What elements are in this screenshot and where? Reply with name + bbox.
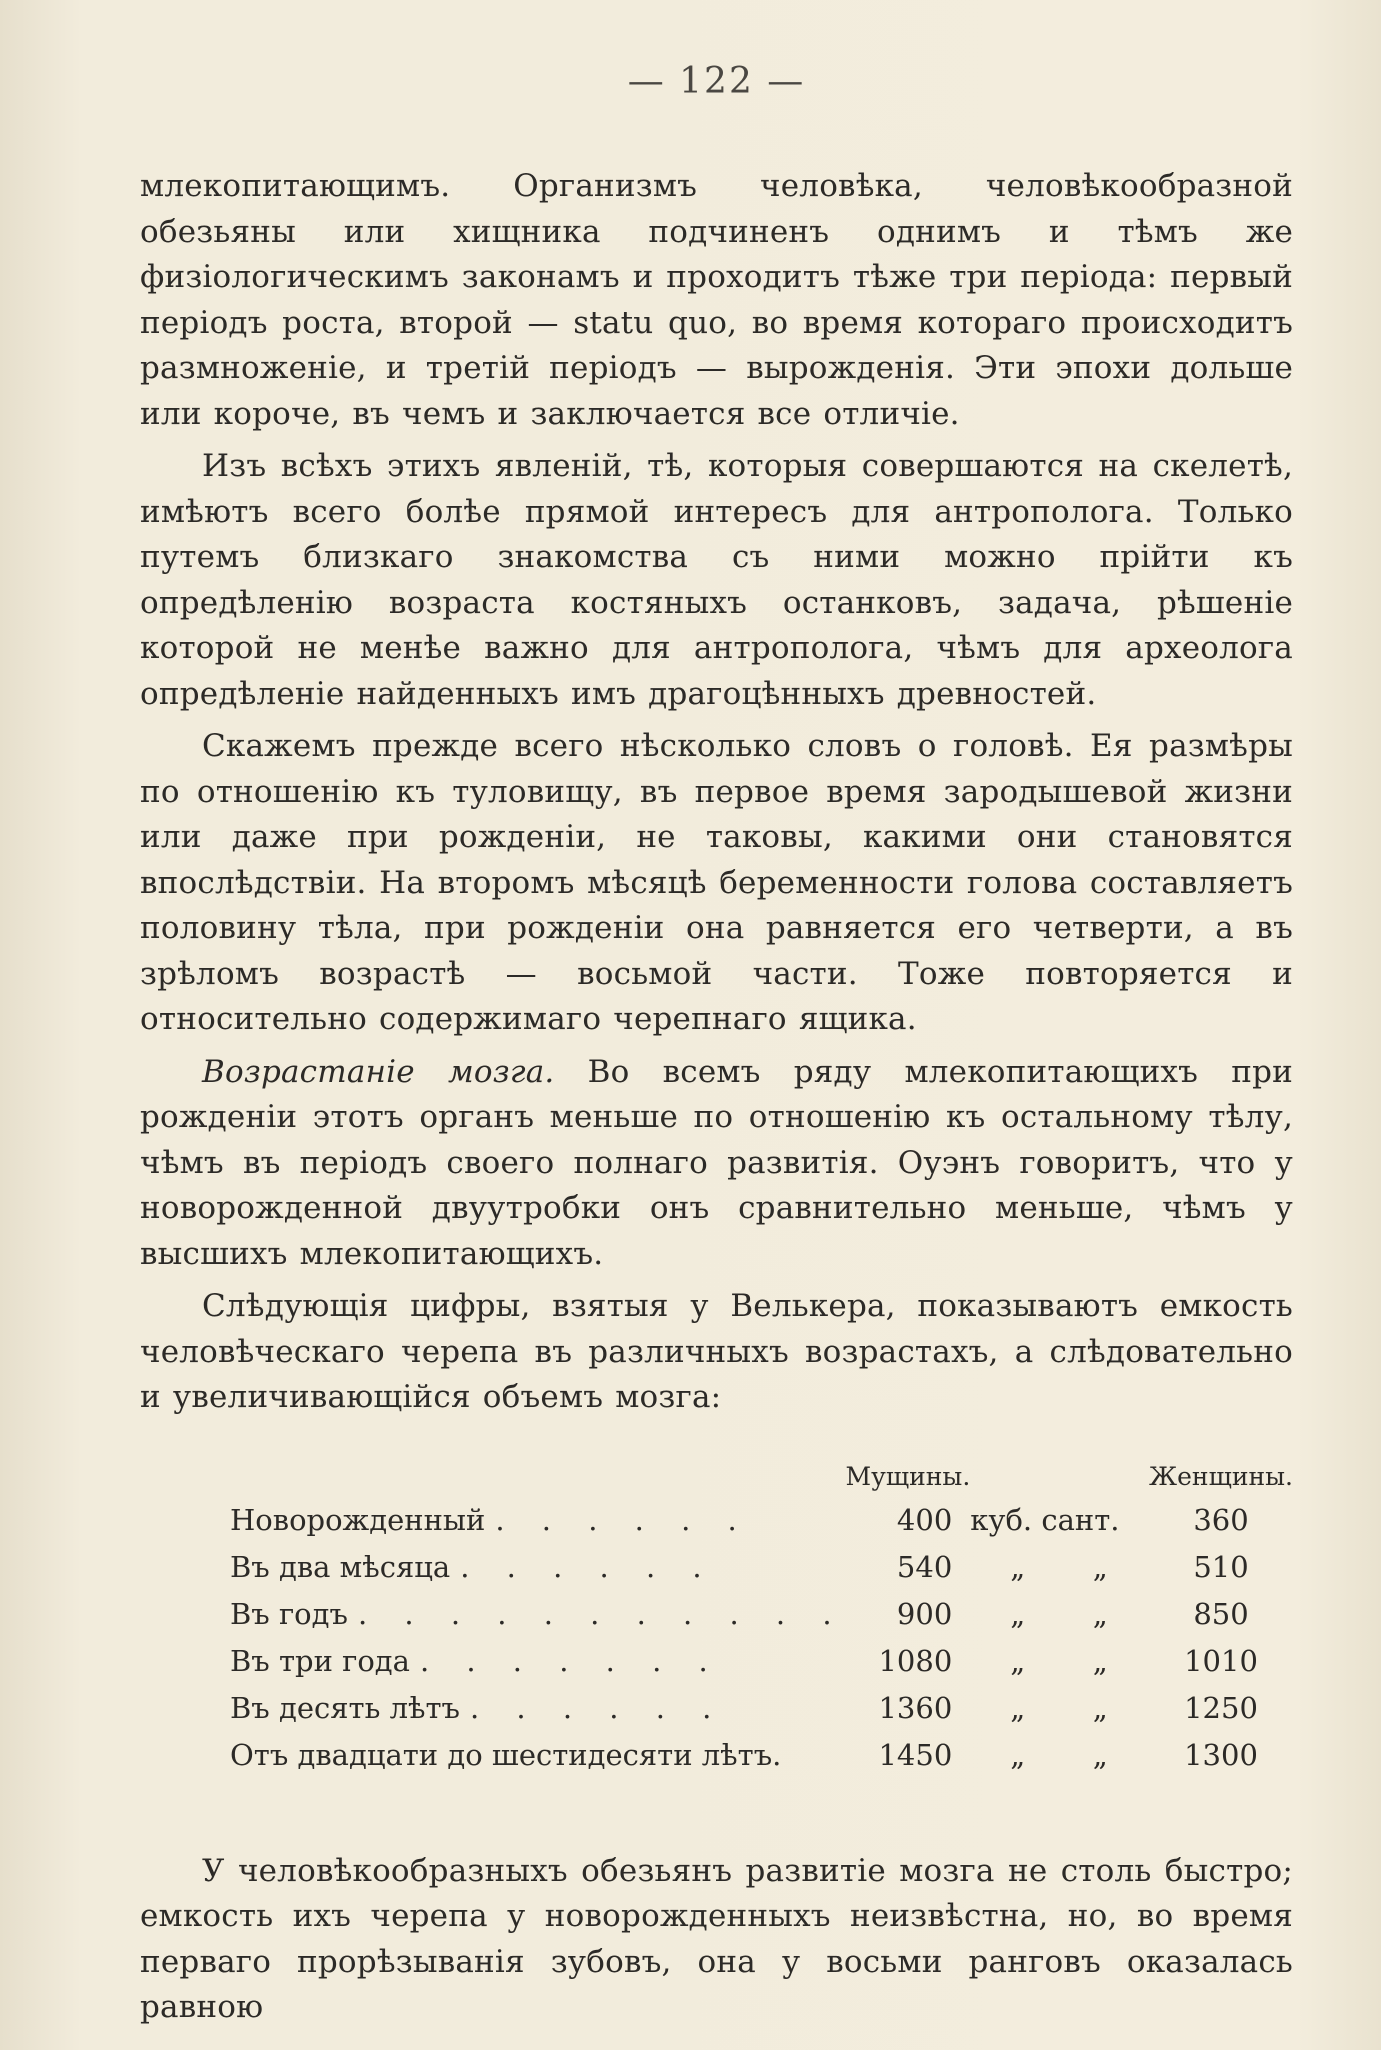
ditto-mark: „ bbox=[1010, 1737, 1026, 1772]
paragraph-4-text: Во всемъ ряду млекопитающихъ при рожденiи этотъ органъ меньше по отношенiю къ остальному тѣлу, чѣмъ въ перiодъ своего полнаго развитiя. Оуэнъ говоритъ, что у новорожденной двуутробки онъ сравнительно меньше, чѣмъ у высшихъ млекопитающихъ. bbox=[140, 1053, 1293, 1272]
table-row bbox=[230, 1497, 1293, 1544]
skull-capacity-table bbox=[230, 1457, 1293, 1779]
ditto-mark: „ bbox=[1010, 1643, 1026, 1678]
ditto-mark: „ bbox=[1010, 1690, 1026, 1725]
ditto-mark: „ bbox=[1092, 1737, 1108, 1772]
ditto-mark: „ bbox=[1010, 1549, 1026, 1584]
page-number: — 122 — bbox=[627, 61, 806, 102]
paragraph-1: млекопитающимъ. Организмъ человѣка, человѣкообразной обезьяны или хищника подчиненъ однимъ и тѣмъ же физiологическимъ законамъ и проходитъ тѣже три перiода: первый перiодъ роста, второй — statu quo, во время котораго происходитъ размноженiе, и третiй перiодъ — вырожденiя. Эти эпохи дольше или короче, въ чемъ и заключается все отличiе. bbox=[140, 168, 1293, 432]
ditto-mark: „ bbox=[1092, 1596, 1108, 1631]
table-row bbox=[230, 1685, 1293, 1732]
body-text-after-table bbox=[140, 1849, 1293, 2031]
table-header-row bbox=[230, 1457, 1293, 1497]
row-men-value: 1360 bbox=[878, 1690, 953, 1725]
row-men-value: 900 bbox=[896, 1596, 953, 1631]
row-men-value: 540 bbox=[896, 1549, 953, 1584]
row-women-value: 850 bbox=[1193, 1596, 1249, 1631]
row-men-value: 400 bbox=[896, 1502, 953, 1537]
row-label: Отъ двадцати до шестидесяти лѣтъ. bbox=[230, 1737, 782, 1772]
row-men-value: 1080 bbox=[878, 1643, 953, 1678]
row-label: Въ три года bbox=[230, 1643, 410, 1678]
row-leader-dots: . . . . . . . . . . . bbox=[357, 1596, 846, 1631]
paragraph-4 bbox=[140, 1050, 1293, 1278]
paragraph-2: Изъ всѣхъ этихъ явленiй, тѣ, которыя совершаются на скелетѣ, имѣютъ всего болѣе прямой интересъ для антрополога. Только путемъ близкаго знакомства съ ними можно прiйти къ опредѣленiю возраста костяныхъ останковъ, задача, рѣшенiе которой не менѣе важно для антрополога, чѣмъ для археолога опредѣленiе найденныхъ имъ драгоцѣнныхъ древностей. bbox=[140, 448, 1293, 712]
row-label: Въ два мѣсяца bbox=[230, 1549, 451, 1584]
ditto-mark: „ bbox=[1092, 1690, 1108, 1725]
table-row bbox=[230, 1544, 1293, 1591]
header-men: Мущины. bbox=[845, 1461, 971, 1491]
ditto-mark: „ bbox=[1010, 1596, 1026, 1631]
row-women-value: 510 bbox=[1193, 1549, 1249, 1584]
row-women-value: 1010 bbox=[1184, 1643, 1258, 1678]
row-leader-dots: . . . . . . . bbox=[419, 1643, 722, 1678]
table-row bbox=[230, 1638, 1293, 1685]
skull-capacity-table-wrap bbox=[140, 1457, 1293, 1827]
row-leader-dots: . . . . . . bbox=[460, 1549, 716, 1584]
header-empty bbox=[230, 1457, 846, 1497]
row-label: Въ десять лѣтъ bbox=[230, 1690, 460, 1725]
row-men-value: 1450 bbox=[878, 1737, 953, 1772]
row-label: Въ годъ bbox=[230, 1596, 348, 1631]
table-row bbox=[230, 1732, 1293, 1779]
row-leader-dots bbox=[781, 1738, 791, 1772]
paragraph-6: У человѣкообразныхъ обезьянъ развитiе мозга не столь быстро; емкость ихъ черепа у новорожденныхъ неизвѣстна, но, во время перваго прорѣзыванiя зубовъ, она у восьми ранговъ оказалась равною bbox=[140, 1852, 1293, 2025]
header-unit-empty bbox=[970, 1457, 1149, 1497]
row-women-value: 1300 bbox=[1184, 1737, 1258, 1772]
row-women-value: 360 bbox=[1193, 1502, 1249, 1537]
paragraph-3: Скажемъ прежде всего нѣсколько словъ о головѣ. Ея размѣры по отношенiю къ туловищу, въ первое время зародышевой жизни или даже при рожденiи, не таковы, какими они становятся впослѣдствiи. На второмъ мѣсяцѣ беременности голова составляетъ половину тѣла, при рожденiи она равняется его четверти, а въ зрѣломъ возрастѣ — восьмой части. Тоже повторяется и относительно содержимаго черепнаго ящика. bbox=[140, 728, 1293, 1037]
table-row bbox=[230, 1591, 1293, 1638]
section-heading-brain-growth: Возрастанiе мозга. bbox=[202, 1053, 555, 1090]
body-text bbox=[140, 164, 1293, 1421]
ditto-mark: „ bbox=[1092, 1549, 1108, 1584]
row-leader-dots: . . . . . . bbox=[470, 1690, 726, 1725]
ditto-mark: „ bbox=[1092, 1643, 1108, 1678]
row-label: Новорожденный bbox=[230, 1502, 486, 1537]
row-unit: куб. сант. bbox=[970, 1502, 1120, 1537]
paragraph-5: Слѣдующiя цифры, взятыя у Велькера, показываютъ емкость человѣческаго черепа въ различныхъ возрастахъ, а слѣдовательно и увеличивающiйся объемъ мозга: bbox=[140, 1288, 1293, 1415]
row-leader-dots: . . . . . . bbox=[495, 1502, 751, 1537]
header-women: Женщины. bbox=[1149, 1461, 1293, 1491]
row-women-value: 1250 bbox=[1184, 1690, 1258, 1725]
